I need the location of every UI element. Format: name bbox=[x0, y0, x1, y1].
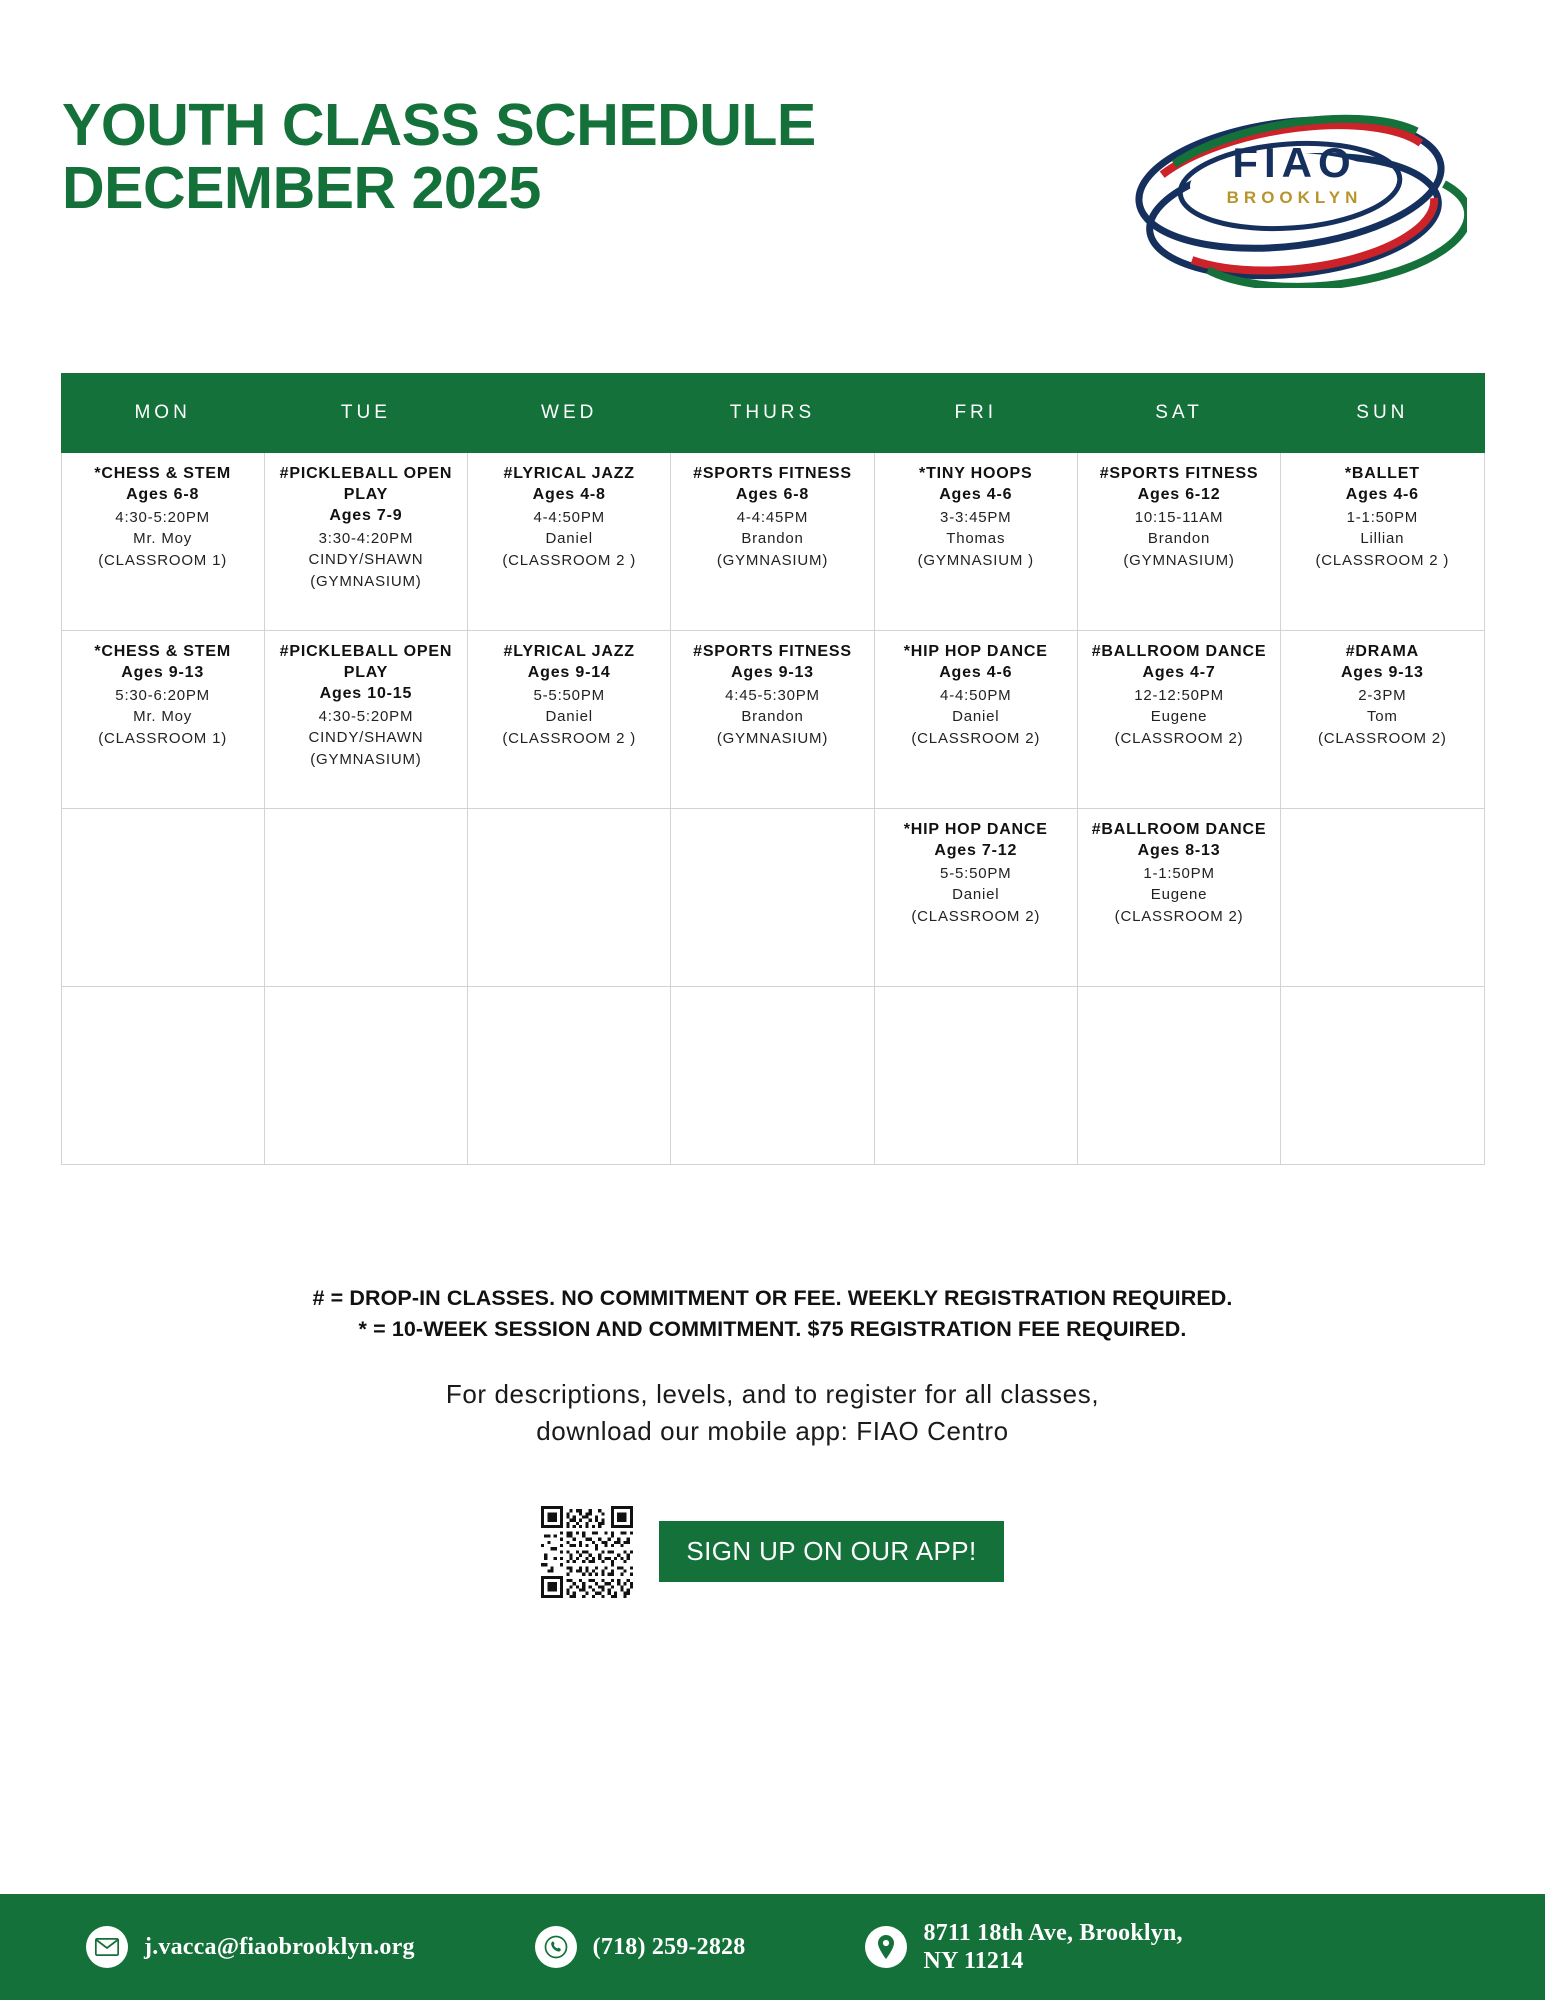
class-time: 5:30-6:20PM bbox=[115, 686, 210, 704]
class-name: #DRAMA bbox=[1345, 643, 1419, 660]
class-ages: Ages 4-6 bbox=[939, 486, 1013, 504]
class-location: (GYMNASIUM) bbox=[716, 730, 829, 747]
signup-button[interactable]: SIGN UP ON OUR APP! bbox=[659, 1521, 1003, 1582]
footer-email-text: j.vacca@fiaobrooklyn.org bbox=[144, 1933, 415, 1960]
logo-name: FIAO bbox=[1232, 139, 1357, 186]
class-location: (CLASSROOM 1) bbox=[98, 730, 228, 747]
class-instructor: Tom bbox=[1366, 708, 1398, 726]
class-location: (CLASSROOM 2) bbox=[1114, 908, 1244, 925]
class-name: #PICKLEBALL OPEN PLAY bbox=[279, 643, 453, 682]
table-row bbox=[61, 453, 1484, 631]
class-cell bbox=[671, 631, 874, 809]
qr-code-icon[interactable] bbox=[541, 1506, 633, 1598]
empty-cell bbox=[671, 987, 874, 1165]
day-header-fri: FRI bbox=[874, 374, 1077, 453]
class-ages: Ages 8-13 bbox=[1137, 842, 1221, 860]
class-ages: Ages 4-6 bbox=[939, 664, 1013, 682]
page-title-line1: YOUTH CLASS SCHEDULE bbox=[62, 92, 816, 158]
table-row bbox=[61, 987, 1484, 1165]
class-instructor: Eugene bbox=[1150, 886, 1208, 904]
class-instructor: Lillian bbox=[1360, 530, 1405, 548]
day-header-sun: SUN bbox=[1281, 374, 1484, 453]
empty-cell bbox=[264, 987, 467, 1165]
description bbox=[0, 1376, 1545, 1450]
class-time: 12-12:50PM bbox=[1134, 686, 1224, 704]
class-location: (CLASSROOM 2) bbox=[1317, 730, 1447, 747]
empty-cell bbox=[1281, 809, 1484, 987]
class-location: (CLASSROOM 2 ) bbox=[1315, 552, 1450, 569]
class-cell bbox=[61, 631, 264, 809]
class-ages: Ages 9-13 bbox=[121, 664, 205, 682]
title-block bbox=[62, 88, 816, 219]
class-cell bbox=[874, 809, 1077, 987]
footer-address-line1: 8711 18th Ave, Brooklyn, bbox=[923, 1919, 1183, 1946]
class-cell bbox=[468, 631, 671, 809]
empty-cell bbox=[61, 809, 264, 987]
class-name: #BALLROOM DANCE bbox=[1091, 643, 1267, 660]
class-location: (GYMNASIUM) bbox=[310, 751, 422, 769]
class-cell bbox=[1281, 631, 1484, 809]
class-ages: Ages 9-13 bbox=[1340, 664, 1424, 682]
class-ages: Ages 4-7 bbox=[1142, 664, 1216, 682]
empty-cell bbox=[468, 809, 671, 987]
schedule-body bbox=[61, 453, 1484, 1165]
class-location: (CLASSROOM 2) bbox=[1114, 730, 1244, 747]
footer-address-text bbox=[923, 1919, 1182, 1976]
empty-cell bbox=[1077, 987, 1280, 1165]
class-time: 4:45-5:30PM bbox=[725, 686, 820, 704]
class-instructor: Mr. Moy bbox=[133, 708, 193, 726]
location-pin-icon bbox=[865, 1926, 907, 1968]
class-location: (CLASSROOM 1) bbox=[98, 552, 228, 569]
class-time: 5-5:50PM bbox=[533, 686, 605, 704]
legend-session: * = 10-WEEK SESSION AND COMMITMENT. $75 REGISTRATION FEE REQUIRED. bbox=[358, 1316, 1187, 1341]
empty-cell bbox=[264, 809, 467, 987]
class-instructor: Brandon bbox=[741, 708, 804, 726]
page-title-line2: DECEMBER 2025 bbox=[62, 154, 541, 221]
envelope-icon bbox=[86, 1926, 128, 1968]
page-header bbox=[0, 0, 1545, 288]
class-cell bbox=[1077, 809, 1280, 987]
day-header-wed: WED bbox=[468, 374, 671, 453]
class-name: *HIP HOP DANCE bbox=[903, 821, 1048, 838]
class-location: (CLASSROOM 2 ) bbox=[502, 552, 637, 569]
class-cell bbox=[264, 453, 467, 631]
class-time: 3:30-4:20PM bbox=[318, 529, 414, 547]
description-line1: For descriptions, levels, and to register for all classes, bbox=[445, 1379, 1100, 1410]
class-cell bbox=[264, 631, 467, 809]
signup-row bbox=[0, 1506, 1545, 1598]
class-ages: Ages 9-13 bbox=[731, 664, 814, 682]
class-location: (CLASSROOM 2 ) bbox=[502, 730, 637, 747]
class-instructor: CINDY/SHAWN bbox=[308, 551, 424, 569]
class-instructor: CINDY/SHAWN bbox=[308, 729, 424, 747]
footer-phone[interactable] bbox=[535, 1926, 746, 1968]
class-time: 4-4:50PM bbox=[533, 508, 605, 526]
class-ages: Ages 4-8 bbox=[532, 486, 606, 504]
class-time: 1-1:50PM bbox=[1143, 864, 1215, 882]
footer-address[interactable] bbox=[865, 1919, 1182, 1976]
class-ages: Ages 6-8 bbox=[735, 486, 810, 504]
class-cell bbox=[61, 453, 264, 631]
class-name: #SPORTS FITNESS bbox=[693, 465, 852, 482]
class-ages: Ages 7-9 bbox=[329, 507, 403, 525]
footer-phone-text: (718) 259-2828 bbox=[592, 1933, 746, 1960]
class-cell bbox=[874, 631, 1077, 809]
empty-cell bbox=[1281, 987, 1484, 1165]
table-row bbox=[61, 809, 1484, 987]
logo-subtitle: BROOKLYN bbox=[1226, 188, 1363, 207]
class-name: *BALLET bbox=[1344, 465, 1420, 482]
class-instructor: Mr. Moy bbox=[133, 530, 193, 548]
empty-cell bbox=[874, 987, 1077, 1165]
empty-cell bbox=[61, 987, 264, 1165]
class-name: *TINY HOOPS bbox=[919, 465, 1033, 482]
legend-dropin: # = DROP-IN CLASSES. NO COMMITMENT OR FEE. WEEKLY REGISTRATION REQUIRED. bbox=[312, 1286, 1233, 1310]
class-name: #SPORTS FITNESS bbox=[1099, 465, 1259, 482]
class-location: (GYMNASIUM) bbox=[310, 573, 422, 591]
class-cell bbox=[671, 453, 874, 631]
class-ages: Ages 6-12 bbox=[1137, 486, 1221, 504]
class-time: 3-3:45PM bbox=[940, 508, 1012, 526]
class-time: 4:30-5:20PM bbox=[318, 707, 414, 725]
class-schedule-calendar bbox=[61, 373, 1485, 1165]
class-instructor: Daniel bbox=[952, 708, 1000, 726]
class-name: #PICKLEBALL OPEN PLAY bbox=[279, 465, 453, 504]
class-name: #LYRICAL JAZZ bbox=[503, 465, 635, 482]
class-ages: Ages 9-14 bbox=[527, 664, 611, 682]
class-cell bbox=[1281, 453, 1484, 631]
class-ages: Ages 4-6 bbox=[1345, 486, 1419, 504]
legend bbox=[0, 1283, 1545, 1344]
class-instructor: Eugene bbox=[1150, 708, 1208, 726]
phone-icon bbox=[535, 1926, 577, 1968]
class-time: 5-5:50PM bbox=[940, 864, 1012, 882]
class-ages: Ages 6-8 bbox=[126, 486, 200, 504]
class-ages: Ages 10-15 bbox=[319, 685, 413, 703]
day-header-mon: MON bbox=[61, 374, 264, 453]
fiao-logo bbox=[1122, 88, 1467, 288]
class-instructor: Brandon bbox=[741, 530, 804, 548]
footer-address-line2: NY 11214 bbox=[923, 1948, 1024, 1974]
class-instructor: Thomas bbox=[946, 530, 1006, 548]
class-name: *HIP HOP DANCE bbox=[903, 643, 1048, 660]
empty-cell bbox=[468, 987, 671, 1165]
class-time: 4-4:50PM bbox=[940, 686, 1012, 704]
class-location: (GYMNASIUM) bbox=[716, 552, 829, 569]
class-instructor: Daniel bbox=[545, 530, 593, 548]
class-ages: Ages 7-12 bbox=[934, 842, 1018, 860]
day-header-thurs: THURS bbox=[671, 374, 874, 453]
contact-footer bbox=[0, 1894, 1545, 2000]
schedule-table bbox=[61, 373, 1485, 1165]
day-header-tue: TUE bbox=[264, 374, 467, 453]
class-name: *CHESS & STEM bbox=[94, 643, 231, 660]
table-row bbox=[61, 631, 1484, 809]
class-cell bbox=[874, 453, 1077, 631]
class-location: (GYMNASIUM) bbox=[1123, 552, 1235, 569]
class-name: *CHESS & STEM bbox=[94, 465, 231, 482]
class-location: (GYMNASIUM ) bbox=[917, 552, 1034, 569]
class-time: 10:15-11AM bbox=[1134, 508, 1224, 526]
day-header-sat: SAT bbox=[1077, 374, 1280, 453]
class-location: (CLASSROOM 2) bbox=[911, 730, 1041, 747]
class-cell bbox=[1077, 631, 1280, 809]
class-time: 2-3PM bbox=[1358, 686, 1407, 704]
class-location: (CLASSROOM 2) bbox=[911, 908, 1041, 925]
logo-graphic bbox=[1122, 88, 1467, 288]
footer-email[interactable] bbox=[86, 1926, 415, 1968]
class-name: #BALLROOM DANCE bbox=[1091, 821, 1267, 838]
class-time: 4:30-5:20PM bbox=[115, 508, 210, 526]
class-time: 1-1:50PM bbox=[1346, 508, 1419, 526]
class-time: 4-4:45PM bbox=[736, 508, 809, 526]
class-instructor: Brandon bbox=[1147, 530, 1211, 548]
table-header-row bbox=[61, 374, 1484, 453]
class-name: #LYRICAL JAZZ bbox=[503, 643, 635, 660]
class-cell bbox=[1077, 453, 1280, 631]
description-line2: download our mobile app: FIAO Centro bbox=[536, 1415, 1009, 1446]
empty-cell bbox=[671, 809, 874, 987]
class-cell bbox=[468, 453, 671, 631]
class-instructor: Daniel bbox=[545, 708, 593, 726]
class-instructor: Daniel bbox=[952, 886, 1000, 904]
class-name: #SPORTS FITNESS bbox=[693, 643, 852, 660]
